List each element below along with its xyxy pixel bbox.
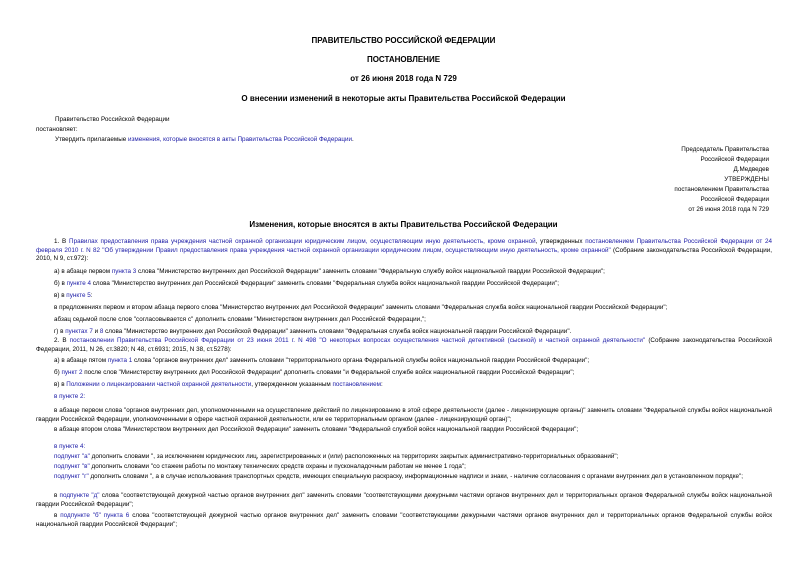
p2-text-2: (Собрание законодательства Российской Федерации, 2011, N 26, ст.3820; N 48, ст.6931; 2015, N 38, ст.5278): <box>36 337 773 353</box>
item-2v <box>54 381 383 390</box>
item-2b-link[interactable]: пункт 2 <box>61 369 83 376</box>
signature-line-1: Председатель Правительства <box>681 146 769 153</box>
subpoint-g <box>36 473 772 482</box>
item-1v-2: абзац седьмой после слов "согласовывается с" дополнить словами "Министерством внутренних дел Российской Федерации,"; <box>54 316 426 323</box>
point-6-link[interactable]: подпункте "б" пункта 6 <box>60 512 130 519</box>
item-2v-link-2[interactable]: постановлением <box>332 381 382 388</box>
item-2v-link[interactable]: Положении о лицензировании частной охранной деятельности <box>66 381 252 388</box>
item-2v-text-3: : <box>381 381 383 388</box>
subpoint-v-text: дополнить словами "со стажем работы по монтажу технических средств охраны и пусконаладочным работам не менее 1 года"; <box>89 463 466 470</box>
item-1g-link-2[interactable]: 8 <box>99 328 104 335</box>
item-1g-text: г) в <box>54 328 66 335</box>
government-heading: ПРАВИТЕЛЬСТВО РОССИЙСКОЙ ФЕДЕРАЦИИ <box>311 36 496 45</box>
item-1g <box>54 328 571 337</box>
section-title: Изменения, которые вносятся в акты Правительства Российской Федерации <box>249 220 558 229</box>
item-1g-text-2: и <box>92 328 100 335</box>
item-1v-text-2: : <box>90 292 93 299</box>
item-1a-text-2: слова "Министерство внутренних дел Российской Федерации" заменить словами "Федеральную службу войск национальной гвардии Российской Федерации"; <box>136 268 605 275</box>
approval-line-1: УТВЕРЖДЕНЫ <box>724 176 769 183</box>
preamble-end: . <box>351 136 354 143</box>
paragraph-2 <box>36 337 772 354</box>
subpoint-a-text: дополнить словами ", за исключением юридических лиц, зарегистрированных и (или) расположенных на территориях закрытых административно-территориальных образований"; <box>89 453 619 460</box>
preamble-text: Утвердить прилагаемые <box>55 136 128 143</box>
item-2a-link[interactable]: пункта 1 <box>107 357 133 364</box>
item-2b <box>54 369 574 378</box>
point-2-link[interactable]: в пункте 2: <box>54 393 86 400</box>
item-2v-point-2-1: в абзаце первом слова "органов внутренних дел, уполномоченными на осуществление действий по лицензированию в этой сфере деятельности (далее - лицензирующие органы)" заменить словами "Федеральной службы войск национальной гвардии Российской Федерации, уполномоченными в сфере частной охранной деятельности, или ее территориальным органом (далее - лицензирующий орган)"; <box>36 407 772 423</box>
point-6-subpoint-b <box>36 512 772 529</box>
p1-text-3: (Собрание законодательства Российской Федерации, 2010, N 9, ст.972): <box>36 246 772 263</box>
document-type: ПОСТАНОВЛЕНИЕ <box>366 55 441 64</box>
item-1g-text-3: слова "Министерство внутренних дел Российской Федерации" заменить словами "Федеральная служба войск национальной гвардии Российской Федерации". <box>103 328 572 335</box>
subpoint-d-link[interactable]: подпункте "д" <box>59 492 100 499</box>
item-2a <box>54 357 589 366</box>
item-1b-link[interactable]: пункте 4 <box>66 280 91 287</box>
subpoint-a-link[interactable]: подпункт "а" <box>54 453 90 460</box>
p1-resolution-link[interactable]: постановлением Правительства Российской Федерации от 24 февраля 2010 г. N 82 "Об утверждении Правил предоставления права учреждения частной охранной организации юридическим лицом, осуществляющим иную деятельность, кроме охранной" <box>36 238 773 254</box>
subpoint-a <box>54 453 618 462</box>
signature-line-3: Д.Медведев <box>733 166 769 173</box>
point-6-pre: в <box>54 512 61 519</box>
item-1v-link[interactable]: пункте 5 <box>66 292 91 299</box>
subpoint-v <box>54 463 466 472</box>
item-2v-text: в) в <box>54 381 67 388</box>
item-2v-point-2-2: в абзаце втором слова "Министерством внутренних дел Российской Федерации" заменить словами "Федеральной службой войск национальной гвардии Российской Федерации"; <box>54 426 579 433</box>
item-1b <box>54 280 559 289</box>
item-1a <box>54 268 605 277</box>
item-1b-text-2: слова "Министерство внутренних дел Российской Федерации" заменить словами "Федеральная служба войск национальной гвардии Российской Федерации"; <box>91 280 559 287</box>
changes-link[interactable]: изменения, которые вносятся в акты Правительства Российской Федерации <box>128 136 352 143</box>
item-2b-text: б) <box>54 369 62 376</box>
approval-line-3: Российской Федерации <box>700 196 769 203</box>
p2-resolution-link[interactable]: постановлении Правительства Российской Федерации от 23 июня 2011 г. N 498 "О некоторых вопросах осуществления частной детективной (сыскной) и частной охранной деятельности" <box>69 337 646 344</box>
item-2v-point-4 <box>54 443 85 452</box>
approval-line-4: от 26 июня 2018 года N 729 <box>688 206 769 213</box>
p1-text-2: , утвержденных <box>535 238 586 245</box>
item-2a-text: а) в абзаце пятом <box>54 357 108 364</box>
point-4-link[interactable]: в пункте 4: <box>54 443 86 450</box>
subpoint-v-link[interactable]: подпункт "в" <box>54 463 90 470</box>
subpoint-d-pre: в <box>54 492 60 499</box>
subpoint-d <box>36 492 772 509</box>
p1-rules-link[interactable]: Правилах предоставления права учреждения частной охранной организации юридическим лицом, осуществляющим иную деятельность, кроме охранной <box>69 238 536 245</box>
item-2v-text-2: , утвержденном указанным <box>251 381 333 388</box>
paragraph-1 <box>36 238 772 264</box>
p1-text: 1. В <box>54 238 70 245</box>
subpoint-g-text: дополнить словами ", а в случае использования транспортных средств, имеющих специальную раскраску, информационные надписи и знаки, - наличие согласования с органами внутренних дел в установленном порядке"; <box>88 473 744 480</box>
subpoint-g-link[interactable]: подпункт "г" <box>54 473 89 480</box>
item-1v-text: в) в <box>54 292 67 299</box>
approval-line-2: постановлением Правительства <box>674 186 769 193</box>
item-1b-text: б) в <box>54 280 67 287</box>
item-1v <box>54 292 92 301</box>
item-1v-1: в предложениях первом и втором абзаца первого слова "Министерство внутренних дел Российской Федерации" заменить словами "Федеральная служба войск национальной гвардии Российской Федерации"; <box>54 304 668 311</box>
document-date: от 26 июня 2018 года N 729 <box>350 74 457 83</box>
item-1a-text: а) в абзаце первом <box>54 268 112 275</box>
preamble-line-3 <box>55 136 354 145</box>
item-2a-text-2: слова "органов внутренних дел" заменить словами "территориального органа Федеральной службы войск национальной гвардии Российской Федерации"; <box>132 357 590 364</box>
p2-text: 2. В <box>54 337 70 344</box>
subpoint-d-text: слова "соответствующей дежурной частью органов внутренних дел" заменить словами "соответствующими дежурными частями органов внутренних дел и территориальных органов Федеральной службы войск национальной гвардии Российской Федерации"; <box>36 492 772 508</box>
item-2b-text-2: после слов "Министерству внутренних дел Российской Федерации" дополнить словами "и Федеральной службе войск национальной гвардии Российской Федерации"; <box>82 369 575 376</box>
item-2v-point-2 <box>54 393 85 402</box>
document-title: О внесении изменений в некоторые акты Правительства Российской Федерации <box>241 94 566 103</box>
preamble-line-2: постановляет: <box>36 126 78 133</box>
point-6-text: слова "соответствующей дежурной частью органов внутренних дел" заменить словами "соответствующими дежурными частями органов внутренних дел и территориальных органов Федеральной службы войск национальной гвардии Российской Федерации"; <box>36 512 772 528</box>
item-1g-link[interactable]: пунктах 7 <box>65 328 93 335</box>
signature-line-2: Российской Федерации <box>700 156 769 163</box>
preamble-line-1: Правительство Российской Федерации <box>55 116 170 123</box>
item-1a-link[interactable]: пункта 3 <box>111 268 137 275</box>
